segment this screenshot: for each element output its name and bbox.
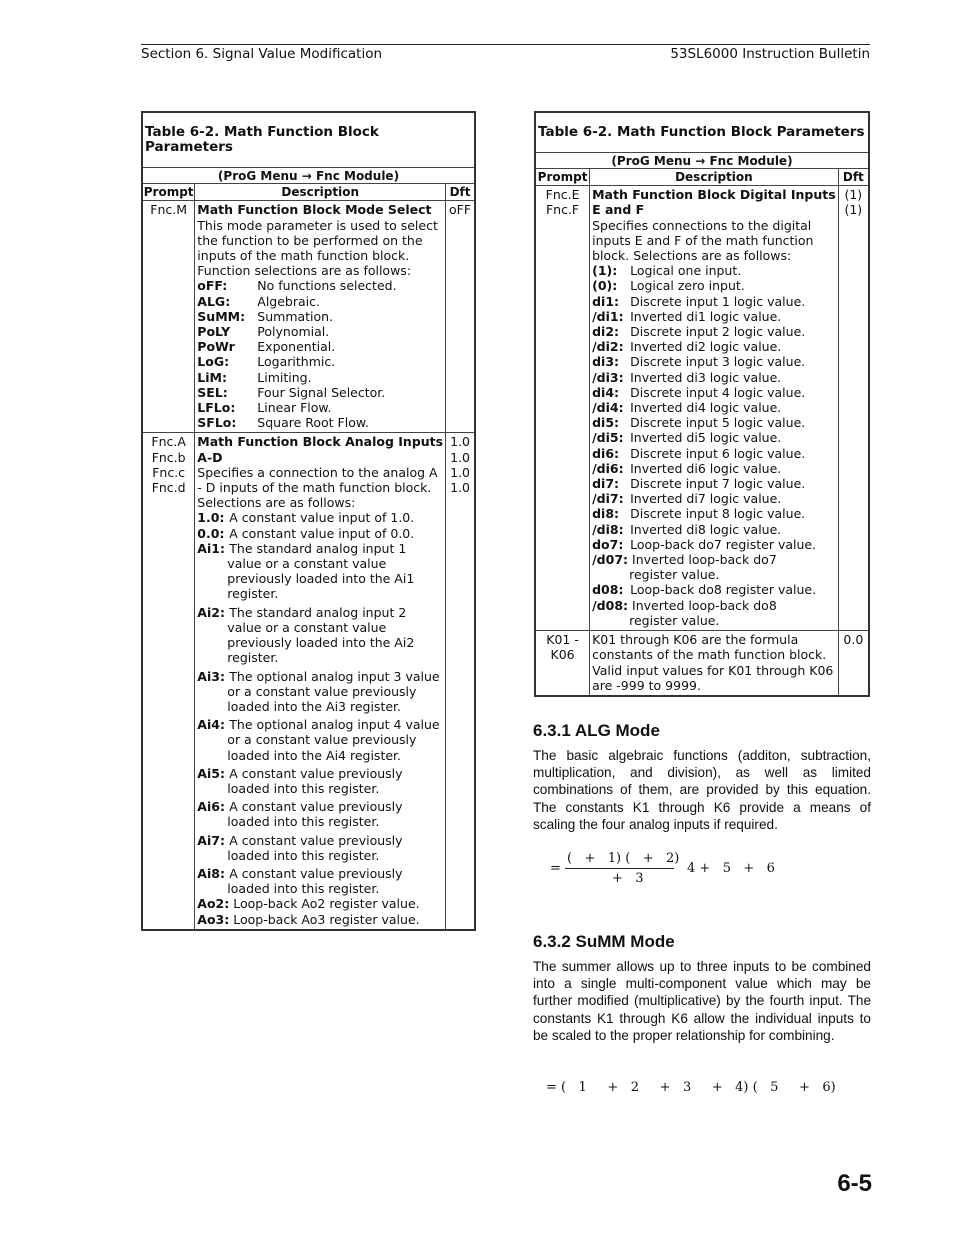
option-key: Ai6: [197, 799, 225, 815]
list-item [197, 833, 443, 863]
list-item [197, 324, 443, 339]
column-header-prompt: Prompt [535, 169, 590, 186]
fraction-bar [565, 868, 674, 869]
prompt-cell: Fnc.M [142, 201, 195, 433]
option-key: LFLo: [197, 400, 236, 416]
table-row [535, 631, 869, 696]
option-key: /di8: [592, 521, 624, 537]
section-heading-summ: 6.3.2 SuMM Mode [533, 932, 675, 951]
list-item [592, 415, 836, 430]
math-function-params-table-right [534, 111, 870, 697]
option-value: Discrete input 1 logic value. [630, 293, 806, 309]
option-value: Logarithmic. [257, 354, 336, 370]
list-item [197, 400, 443, 415]
option-value: Discrete input 2 logic value. [630, 324, 806, 340]
option-value: Inverted di4 logic value. [630, 400, 782, 416]
list-item [592, 506, 836, 521]
list-item [592, 339, 836, 354]
option-key: Ai3: [197, 668, 225, 684]
list-item [592, 552, 836, 582]
list-item [197, 541, 443, 602]
alg-equation-equals: = [550, 861, 561, 876]
option-value: The standard analog input 2 value or a constant value previously loaded into the Ai2 register. [227, 604, 415, 666]
option-key: Ai1: [197, 540, 225, 556]
option-key: 1.0: [197, 510, 225, 526]
list-item [197, 912, 443, 927]
list-item [592, 430, 836, 445]
list-item [197, 339, 443, 354]
option-key: /di4: [592, 400, 624, 416]
list-item [592, 522, 836, 537]
option-value: Polynomial. [257, 324, 330, 340]
option-value: Inverted di6 logic value. [630, 460, 782, 476]
list-item [592, 491, 836, 506]
option-key: (1): [592, 263, 618, 279]
option-key: di2: [592, 324, 620, 340]
list-item [592, 582, 836, 597]
summ-paragraph: The summer allows up to three inputs to be combined into a single multi-component value which may be further modified (multiplicative) by the fourth input. The constants K1 through K6 allow the individual inputs to be scaled to the proper relationship for combining. [533, 959, 871, 1043]
option-key: di7: [592, 476, 620, 492]
option-key: Ai4: [197, 717, 225, 733]
option-value: Inverted di8 logic value. [630, 521, 782, 537]
option-value: A constant value previously loaded into this register. [227, 832, 403, 863]
default-c: 1.0 [450, 464, 470, 480]
option-key: di8: [592, 506, 620, 522]
option-key: Ao3: [197, 911, 230, 927]
list-item [592, 400, 836, 415]
prompt-fnc-e: Fnc.E [545, 187, 580, 203]
option-key: /di6: [592, 460, 624, 476]
option-value: Inverted di3 logic value. [630, 369, 782, 385]
default-b: 1.0 [450, 449, 470, 465]
alg-paragraph: The basic algebraic functions (additon, subtraction, multiplication, and division), as well as limited combinations of them, are provided by this equation. The constants K1 through K6 provide a means of scaling the four analog inputs if required. [533, 748, 871, 832]
page-header [141, 44, 870, 63]
row-text: Specifies connections to the digital inputs E and F of the math function block. Selections are as follows: [592, 217, 814, 264]
list-item [592, 263, 836, 278]
list-item [592, 385, 836, 400]
option-value: Limiting. [257, 369, 312, 385]
option-key: do7: [592, 536, 624, 552]
prompt-fnc-c: Fnc.c [152, 464, 186, 480]
option-value: Exponential. [257, 339, 336, 355]
option-key: PoLY [197, 324, 231, 340]
header-bulletin-title: 53SL6000 Instruction Bulletin [670, 46, 870, 62]
option-key: Ai8: [197, 865, 225, 881]
option-key: /d07: [592, 552, 629, 568]
row-text: Specifies a connection to the analog A - D inputs of the math function block. Selections are as follows: [197, 464, 438, 511]
option-value: Algebraic. [257, 293, 320, 309]
option-value: Discrete input 6 logic value. [630, 445, 806, 461]
default-a: 1.0 [450, 434, 470, 450]
list-item [592, 294, 836, 309]
default-d: 1.0 [450, 480, 470, 496]
option-value: Loop-back Ao2 register value. [233, 896, 420, 912]
alg-equation-numerator: ( + 1) ( + 2) [567, 851, 680, 866]
list-item [197, 510, 443, 525]
list-item [592, 476, 836, 491]
option-key: di1: [592, 293, 620, 309]
option-value: Inverted loop-back do8 [632, 597, 777, 613]
prompt-cell [535, 186, 590, 631]
option-key: PoWr [197, 339, 235, 355]
option-key: d08: [592, 582, 624, 598]
table-title: Table 6-2. Math Function Block Parameters [142, 112, 475, 168]
option-value-cont: register value. [629, 567, 720, 583]
page-number: 6-5 [837, 1170, 872, 1197]
list-item [592, 537, 836, 552]
option-value: Discrete input 8 logic value. [630, 506, 806, 522]
option-value: Loop-back do8 register value. [630, 582, 817, 598]
option-key: oFF: [197, 278, 228, 294]
digital-options-list [592, 263, 836, 628]
option-key: Ao2: [197, 896, 230, 912]
prompt-fnc-a: Fnc.A [151, 434, 186, 450]
option-key: /di2: [592, 339, 624, 355]
option-value: The standard analog input 1 value or a constant value previously loaded into the Ai1 register. [227, 540, 415, 602]
column-header-dft: Dft [446, 184, 475, 201]
list-item [197, 866, 443, 896]
alg-equation-tail: 4 + 5 + 6 [687, 861, 775, 876]
table-row [142, 433, 475, 930]
description-cell [195, 201, 446, 433]
description-cell [590, 186, 839, 631]
column-header-dft: Dft [838, 169, 869, 186]
list-item [197, 669, 443, 715]
list-item [592, 309, 836, 324]
option-key: SFLo: [197, 415, 237, 431]
option-value: Square Root Flow. [257, 415, 369, 431]
option-key: (0): [592, 278, 618, 294]
list-item [197, 309, 443, 324]
prompt-cell: K01 - K06 [535, 631, 590, 696]
table-subtitle: (ProG Menu → Fnc Module) [142, 168, 475, 184]
option-key: /di5: [592, 430, 624, 446]
list-item [197, 766, 443, 796]
column-header-description: Description [590, 169, 839, 186]
list-item [197, 526, 443, 541]
description-cell: K01 through K06 are the formula constants of the math function block. Valid input values for K01 through K06 are -999 to 9999. [590, 631, 839, 696]
option-value: The optional analog input 4 value or a constant value previously loaded into the Ai4 register. [227, 717, 440, 763]
default-cell [838, 186, 869, 631]
option-value: Discrete input 5 logic value. [630, 415, 806, 431]
column-header-description: Description [195, 184, 446, 201]
option-value: Four Signal Selector. [257, 384, 386, 400]
option-value: Discrete input 7 logic value. [630, 476, 806, 492]
option-key: di5: [592, 415, 620, 431]
alg-equation-denominator: + 3 [612, 871, 644, 886]
row-heading-cont: A-D [197, 449, 223, 465]
option-key: /d08: [592, 597, 629, 613]
summ-equation: = ( 1 + 2 + 3 + 4) ( 5 + 6) [546, 1080, 836, 1095]
option-key: LoG: [197, 354, 230, 370]
column-header-prompt: Prompt [143, 185, 194, 200]
list-item [197, 294, 443, 309]
table-row [142, 201, 475, 433]
option-value: Loop-back Ao3 register value. [233, 911, 420, 927]
table-title: Table 6-2. Math Function Block Parameters [535, 112, 869, 153]
list-item [592, 598, 836, 628]
prompt-fnc-d: Fnc.d [151, 480, 186, 496]
option-value: Inverted loop-back do7 [632, 552, 777, 568]
option-value: Inverted di1 logic value. [630, 308, 782, 324]
prompt-cell [142, 433, 195, 930]
option-key: 0.0: [197, 525, 225, 541]
option-value: Discrete input 3 logic value. [630, 354, 806, 370]
option-key: Ai5: [197, 765, 225, 781]
default-e: (1) [844, 187, 863, 203]
list-item [197, 385, 443, 400]
list-item [197, 717, 443, 763]
option-key: /di7: [592, 491, 624, 507]
section-heading-alg: 6.3.1 ALG Mode [533, 721, 660, 740]
option-key: di6: [592, 445, 620, 461]
row-heading: Math Function Block Mode Select [197, 202, 432, 218]
list-item [592, 446, 836, 461]
option-value: Loop-back do7 register value. [630, 536, 817, 552]
analog-options-list [197, 510, 443, 926]
option-value: Linear Flow. [257, 400, 332, 416]
list-item [592, 324, 836, 339]
option-value: Discrete input 4 logic value. [630, 384, 806, 400]
option-key: ALG: [197, 293, 231, 309]
option-value: Summation. [257, 308, 334, 324]
option-key: LiM: [197, 369, 227, 385]
default-f: (1) [844, 202, 863, 218]
list-item [592, 370, 836, 385]
list-item [197, 896, 443, 911]
option-value: A constant value previously loaded into this register. [227, 799, 403, 830]
option-key: di4: [592, 384, 620, 400]
option-value: No functions selected. [257, 278, 397, 294]
description-cell [195, 433, 446, 930]
option-value: A constant value previously loaded into this register. [227, 765, 403, 796]
option-key: Ai7: [197, 832, 225, 848]
option-key: SuMM: [197, 308, 246, 324]
table-row [535, 186, 869, 631]
prompt-fnc-f: Fnc.F [545, 202, 580, 218]
list-item [197, 605, 443, 666]
option-key: SEL: [197, 384, 228, 400]
table-subtitle: (ProG Menu → Fnc Module) [535, 153, 869, 169]
list-item [592, 461, 836, 476]
option-value: Logical one input. [630, 263, 742, 279]
default-cell [446, 433, 475, 930]
row-text: This mode parameter is used to select the function to be performed on the inputs of the math function block. Function selections are as follows: [197, 217, 438, 279]
prompt-fnc-b: Fnc.b [151, 449, 186, 465]
row-heading: Math Function Block Analog Inputs [197, 434, 444, 450]
option-value: A constant value input of 1.0. [229, 510, 415, 526]
list-item [197, 354, 443, 369]
list-item [592, 354, 836, 369]
option-key: di3: [592, 354, 620, 370]
list-item [197, 370, 443, 385]
list-item [197, 415, 443, 430]
list-item [592, 278, 836, 293]
list-item [197, 799, 443, 829]
row-heading-cont: E and F [592, 202, 645, 218]
math-function-params-table-left [141, 111, 476, 931]
option-value: Inverted di2 logic value. [630, 339, 782, 355]
header-section-title: Section 6. Signal Value Modification [141, 46, 383, 62]
option-value: Logical zero input. [630, 278, 745, 294]
option-key: /di3: [592, 369, 624, 385]
default-cell: 0.0 [838, 631, 869, 696]
option-key: /di1: [592, 308, 624, 324]
default-cell: oFF [446, 201, 475, 433]
option-value: Inverted di7 logic value. [630, 491, 782, 507]
list-item [197, 278, 443, 293]
option-key: Ai2: [197, 604, 225, 620]
option-value: The optional analog input 3 value or a constant value previously loaded into the Ai3 register. [227, 668, 440, 714]
option-value-cont: register value. [629, 612, 720, 628]
option-value: Inverted di5 logic value. [630, 430, 782, 446]
option-value: A constant value input of 0.0. [229, 525, 415, 541]
row-heading: Math Function Block Digital Inputs [592, 187, 836, 203]
option-value: A constant value previously loaded into this register. [227, 865, 403, 897]
mode-options-list [197, 278, 443, 430]
